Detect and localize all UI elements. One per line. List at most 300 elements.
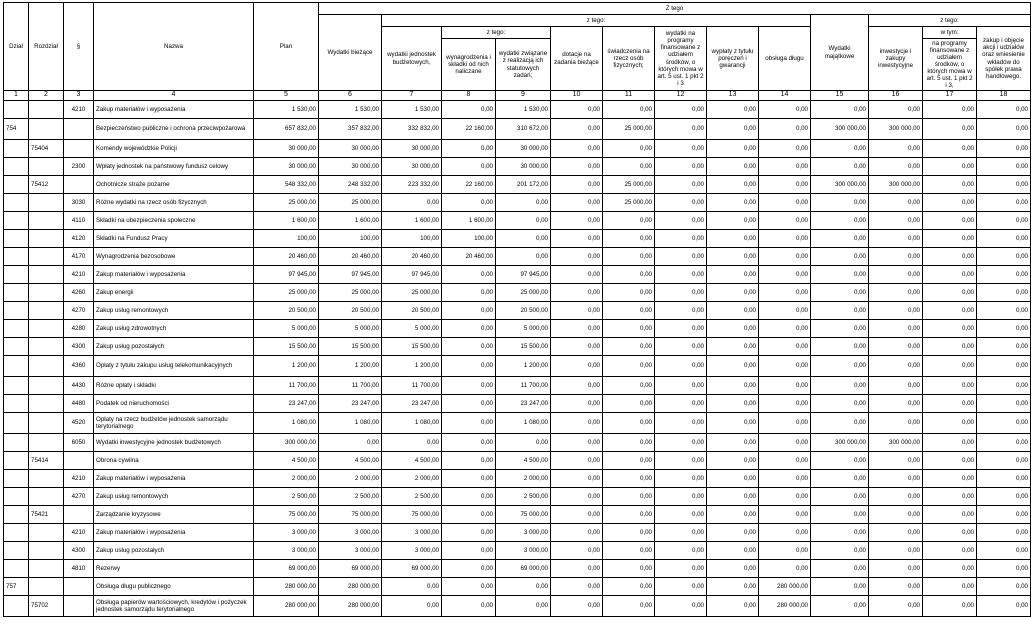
cell-amount: 0,00 xyxy=(707,158,759,176)
cell-amount: 0,00 xyxy=(551,506,603,524)
cell-amount: 69 000,00 xyxy=(382,560,442,578)
cell-amount: 0,00 xyxy=(319,434,382,452)
cell-amount: 0,00 xyxy=(551,101,603,119)
cell-amount: 25 000,00 xyxy=(603,194,655,212)
cell-dzial xyxy=(4,320,29,338)
header-programy-majatkowe: na programy finansowane z udziałem środków, o których mowa w art. 5 ust. 1 pkt 2 i 3, xyxy=(923,39,977,91)
cell-amount: 0,00 xyxy=(603,284,655,302)
cell-amount: 1 200,00 xyxy=(319,356,382,377)
cell-amount: 75 000,00 xyxy=(382,506,442,524)
cell-amount: 0,00 xyxy=(977,506,1031,524)
cell-amount: 1 080,00 xyxy=(319,413,382,434)
cell-dzial xyxy=(4,488,29,506)
header-swiadczenia: świadczenia na rzecz osób fizycznych; xyxy=(603,27,655,91)
cell-amount: 0,00 xyxy=(811,506,869,524)
cell-amount: 15 500,00 xyxy=(254,338,319,356)
cell-amount: 0,00 xyxy=(977,470,1031,488)
budget-table xyxy=(3,2,1031,617)
cell-amount: 0,00 xyxy=(811,284,869,302)
cell-nazwa: Zakup usług remontowych xyxy=(94,488,254,506)
cell-amount: 0,00 xyxy=(977,356,1031,377)
cell-amount: 0,00 xyxy=(869,230,923,248)
cell-dzial xyxy=(4,434,29,452)
cell-amount: 0,00 xyxy=(655,248,707,266)
cell-nazwa: Zakup energii xyxy=(94,284,254,302)
cell-amount: 0,00 xyxy=(759,506,811,524)
cell-amount: 0,00 xyxy=(442,194,496,212)
cell-amount: 0,00 xyxy=(655,470,707,488)
cell-amount: 0,00 xyxy=(759,284,811,302)
cell-amount: 0,00 xyxy=(551,320,603,338)
cell-amount: 5 000,00 xyxy=(382,320,442,338)
cell-dzial xyxy=(4,524,29,542)
table-row xyxy=(4,158,1031,176)
cell-amount: 0,00 xyxy=(603,320,655,338)
cell-amount: 0,00 xyxy=(655,338,707,356)
cell-amount: 1 080,00 xyxy=(496,413,551,434)
cell-rozdzial xyxy=(29,284,64,302)
cell-amount: 0,00 xyxy=(977,194,1031,212)
cell-amount: 0,00 xyxy=(869,452,923,470)
cell-amount: 0,00 xyxy=(759,230,811,248)
cell-amount: 0,00 xyxy=(655,596,707,617)
column-number: 4 xyxy=(94,91,254,101)
cell-amount: 0,00 xyxy=(977,266,1031,284)
cell-amount: 0,00 xyxy=(707,506,759,524)
cell-dzial: 754 xyxy=(4,119,29,140)
cell-amount: 0,00 xyxy=(496,194,551,212)
cell-amount: 548 332,00 xyxy=(254,176,319,194)
column-number: 5 xyxy=(254,91,319,101)
cell-paragraf xyxy=(64,596,94,617)
table-row xyxy=(4,302,1031,320)
cell-amount: 0,00 xyxy=(977,560,1031,578)
cell-amount: 0,00 xyxy=(811,140,869,158)
cell-amount: 0,00 xyxy=(707,320,759,338)
cell-amount: 0,00 xyxy=(707,452,759,470)
table-row xyxy=(4,578,1031,596)
cell-amount: 0,00 xyxy=(977,230,1031,248)
cell-paragraf: 4210 xyxy=(64,470,94,488)
cell-amount: 0,00 xyxy=(655,356,707,377)
cell-amount: 0,00 xyxy=(977,119,1031,140)
cell-amount: 0,00 xyxy=(977,101,1031,119)
cell-amount: 0,00 xyxy=(811,452,869,470)
cell-amount: 0,00 xyxy=(869,524,923,542)
cell-nazwa: Opłaty z tytułu zakupu usług telekomunikacyjnych xyxy=(94,356,254,377)
cell-amount: 0,00 xyxy=(977,542,1031,560)
cell-amount: 357 832,00 xyxy=(319,119,382,140)
cell-amount: 0,00 xyxy=(869,158,923,176)
cell-amount: 2 000,00 xyxy=(319,470,382,488)
cell-paragraf: 2300 xyxy=(64,158,94,176)
cell-nazwa: Obsługa papierów wartościowych, kredytów i pożyczek jednostek samorządu terytorialnego xyxy=(94,596,254,617)
cell-rozdzial: 75702 xyxy=(29,596,64,617)
cell-rozdzial xyxy=(29,338,64,356)
cell-rozdzial xyxy=(29,560,64,578)
table-row xyxy=(4,248,1031,266)
cell-paragraf xyxy=(64,119,94,140)
cell-amount: 0,00 xyxy=(811,560,869,578)
header-poreczenia: wypłaty z tytułu poręczeń i gwarancji xyxy=(707,27,759,91)
cell-amount: 0,00 xyxy=(869,356,923,377)
cell-amount: 0,00 xyxy=(869,338,923,356)
table-row xyxy=(4,356,1031,377)
table-row xyxy=(4,194,1031,212)
cell-amount: 0,00 xyxy=(496,434,551,452)
cell-amount: 0,00 xyxy=(551,230,603,248)
cell-amount: 0,00 xyxy=(496,578,551,596)
cell-amount: 3 000,00 xyxy=(496,524,551,542)
cell-amount: 23 247,00 xyxy=(496,395,551,413)
cell-amount: 0,00 xyxy=(603,578,655,596)
cell-amount: 300 000,00 xyxy=(811,434,869,452)
cell-amount: 0,00 xyxy=(923,596,977,617)
cell-amount: 0,00 xyxy=(923,101,977,119)
cell-amount: 0,00 xyxy=(551,356,603,377)
cell-amount: 0,00 xyxy=(869,506,923,524)
cell-amount: 332 832,00 xyxy=(382,119,442,140)
cell-amount: 20 500,00 xyxy=(319,302,382,320)
table-row xyxy=(4,320,1031,338)
cell-amount: 11 700,00 xyxy=(382,377,442,395)
cell-amount: 30 000,00 xyxy=(319,158,382,176)
cell-amount: 0,00 xyxy=(759,560,811,578)
cell-amount: 0,00 xyxy=(977,140,1031,158)
cell-rozdzial xyxy=(29,524,64,542)
cell-paragraf: 4210 xyxy=(64,101,94,119)
cell-amount: 0,00 xyxy=(811,377,869,395)
cell-rozdzial xyxy=(29,470,64,488)
cell-paragraf xyxy=(64,176,94,194)
header-zadania-statutowe: wydatki związane z realizacją ich statutowych zadań; xyxy=(496,39,551,91)
cell-amount: 0,00 xyxy=(442,356,496,377)
cell-amount: 0,00 xyxy=(655,176,707,194)
cell-dzial xyxy=(4,248,29,266)
cell-dzial xyxy=(4,506,29,524)
cell-dzial xyxy=(4,230,29,248)
cell-amount: 0,00 xyxy=(977,212,1031,230)
cell-amount: 0,00 xyxy=(603,101,655,119)
cell-amount: 0,00 xyxy=(811,596,869,617)
table-row xyxy=(4,413,1031,434)
cell-amount: 0,00 xyxy=(603,395,655,413)
cell-amount: 0,00 xyxy=(759,212,811,230)
cell-nazwa: Wpłaty jednostek na państwowy fundusz celowy xyxy=(94,158,254,176)
cell-amount: 0,00 xyxy=(869,560,923,578)
column-number: 12 xyxy=(655,91,707,101)
cell-rozdzial xyxy=(29,119,64,140)
cell-amount: 0,00 xyxy=(603,596,655,617)
cell-amount: 2 000,00 xyxy=(496,470,551,488)
cell-dzial xyxy=(4,377,29,395)
cell-amount: 0,00 xyxy=(655,119,707,140)
cell-amount: 0,00 xyxy=(869,542,923,560)
cell-amount: 4 500,00 xyxy=(254,452,319,470)
header-akcje: zakup i objęcie akcji i udziałów oraz wniesienie wkładów do spółek prawa handlowego. xyxy=(977,27,1031,91)
cell-dzial xyxy=(4,140,29,158)
cell-amount: 0,00 xyxy=(496,248,551,266)
cell-amount: 0,00 xyxy=(442,452,496,470)
cell-amount: 1 530,00 xyxy=(382,101,442,119)
header-nazwa: Nazwa xyxy=(94,3,254,91)
cell-amount: 0,00 xyxy=(551,395,603,413)
header-wydatki-majatkowe: Wydatki majątkowe xyxy=(811,15,869,91)
cell-amount: 0,00 xyxy=(707,140,759,158)
cell-amount: 4 500,00 xyxy=(319,452,382,470)
cell-amount: 5 000,00 xyxy=(319,320,382,338)
cell-amount: 0,00 xyxy=(759,377,811,395)
cell-amount: 0,00 xyxy=(923,230,977,248)
cell-amount: 0,00 xyxy=(977,248,1031,266)
cell-amount: 0,00 xyxy=(759,194,811,212)
cell-amount: 0,00 xyxy=(551,596,603,617)
cell-amount: 280 000,00 xyxy=(759,578,811,596)
table-row xyxy=(4,230,1031,248)
cell-amount: 69 000,00 xyxy=(496,560,551,578)
cell-amount: 0,00 xyxy=(603,302,655,320)
cell-amount: 0,00 xyxy=(811,395,869,413)
cell-amount: 0,00 xyxy=(603,452,655,470)
cell-amount: 0,00 xyxy=(603,212,655,230)
cell-amount: 0,00 xyxy=(759,119,811,140)
cell-amount: 1 530,00 xyxy=(254,101,319,119)
header-rozdzial: Rozdział xyxy=(29,3,64,91)
cell-amount: 0,00 xyxy=(603,248,655,266)
cell-amount: 0,00 xyxy=(923,560,977,578)
cell-amount: 310 672,00 xyxy=(496,119,551,140)
header-obsluga-dlugu: obsługa długu xyxy=(759,27,811,91)
cell-amount: 0,00 xyxy=(707,470,759,488)
cell-amount: 0,00 xyxy=(655,194,707,212)
cell-amount: 0,00 xyxy=(382,596,442,617)
cell-amount: 11 700,00 xyxy=(496,377,551,395)
cell-amount: 0,00 xyxy=(811,320,869,338)
cell-amount: 0,00 xyxy=(707,395,759,413)
cell-amount: 0,00 xyxy=(603,434,655,452)
cell-amount: 25 000,00 xyxy=(254,284,319,302)
cell-amount: 0,00 xyxy=(759,338,811,356)
cell-amount: 0,00 xyxy=(977,596,1031,617)
cell-amount: 0,00 xyxy=(977,377,1031,395)
cell-amount: 75 000,00 xyxy=(496,506,551,524)
cell-amount: 0,00 xyxy=(869,488,923,506)
header-wydatki-biezace: Wydatki bieżące xyxy=(319,15,382,91)
header-z-tego-majatkowe: z tego: xyxy=(869,15,1031,27)
cell-amount: 1 080,00 xyxy=(382,413,442,434)
cell-amount: 0,00 xyxy=(655,230,707,248)
cell-amount: 0,00 xyxy=(869,248,923,266)
cell-amount: 248 332,00 xyxy=(319,176,382,194)
cell-amount: 0,00 xyxy=(551,434,603,452)
cell-amount: 0,00 xyxy=(442,470,496,488)
cell-amount: 3 000,00 xyxy=(254,524,319,542)
cell-amount: 0,00 xyxy=(869,320,923,338)
cell-paragraf: 4280 xyxy=(64,320,94,338)
cell-nazwa: Składki na Fundusz Pracy xyxy=(94,230,254,248)
cell-amount: 0,00 xyxy=(655,302,707,320)
cell-amount: 0,00 xyxy=(707,302,759,320)
cell-amount: 0,00 xyxy=(759,542,811,560)
cell-amount: 0,00 xyxy=(551,470,603,488)
cell-amount: 0,00 xyxy=(551,140,603,158)
cell-amount: 0,00 xyxy=(442,140,496,158)
cell-dzial xyxy=(4,212,29,230)
cell-amount: 0,00 xyxy=(551,302,603,320)
cell-amount: 0,00 xyxy=(869,266,923,284)
cell-amount: 0,00 xyxy=(655,140,707,158)
cell-rozdzial: 75404 xyxy=(29,140,64,158)
cell-amount: 23 247,00 xyxy=(382,395,442,413)
cell-amount: 11 700,00 xyxy=(319,377,382,395)
cell-paragraf: 4120 xyxy=(64,230,94,248)
table-row xyxy=(4,176,1031,194)
header-z-tego-jednostek: z tego: xyxy=(442,27,551,39)
cell-amount: 0,00 xyxy=(382,434,442,452)
table-row xyxy=(4,395,1031,413)
cell-amount: 0,00 xyxy=(603,338,655,356)
cell-amount: 0,00 xyxy=(551,413,603,434)
cell-amount: 30 000,00 xyxy=(319,140,382,158)
cell-amount: 0,00 xyxy=(923,302,977,320)
cell-amount: 30 000,00 xyxy=(496,158,551,176)
cell-amount: 0,00 xyxy=(869,194,923,212)
cell-amount: 280 000,00 xyxy=(759,596,811,617)
cell-amount: 22 160,00 xyxy=(442,119,496,140)
cell-amount: 0,00 xyxy=(759,320,811,338)
cell-amount: 1 600,00 xyxy=(382,212,442,230)
cell-amount: 0,00 xyxy=(923,395,977,413)
cell-amount: 75 000,00 xyxy=(319,506,382,524)
cell-amount: 0,00 xyxy=(655,506,707,524)
cell-amount: 0,00 xyxy=(759,413,811,434)
cell-amount: 3 000,00 xyxy=(382,542,442,560)
cell-amount: 0,00 xyxy=(603,158,655,176)
cell-amount: 0,00 xyxy=(811,266,869,284)
table-row xyxy=(4,284,1031,302)
cell-amount: 25 000,00 xyxy=(496,284,551,302)
cell-amount: 0,00 xyxy=(442,578,496,596)
cell-rozdzial xyxy=(29,230,64,248)
header-wydatki-jednostek: wydatki jednostek budżetowych, xyxy=(382,27,442,91)
cell-nazwa: Zakup materiałów i wyposażenia xyxy=(94,524,254,542)
cell-amount: 0,00 xyxy=(603,470,655,488)
cell-amount: 2 000,00 xyxy=(382,470,442,488)
cell-dzial xyxy=(4,158,29,176)
cell-amount: 0,00 xyxy=(869,578,923,596)
cell-amount: 0,00 xyxy=(923,506,977,524)
cell-amount: 300 000,00 xyxy=(869,434,923,452)
cell-rozdzial xyxy=(29,395,64,413)
cell-dzial xyxy=(4,338,29,356)
cell-amount: 0,00 xyxy=(811,470,869,488)
cell-rozdzial xyxy=(29,101,64,119)
cell-amount: 2 500,00 xyxy=(319,488,382,506)
cell-amount: 4 500,00 xyxy=(382,452,442,470)
cell-dzial xyxy=(4,356,29,377)
cell-amount: 0,00 xyxy=(551,284,603,302)
cell-amount: 0,00 xyxy=(923,320,977,338)
cell-amount: 0,00 xyxy=(923,266,977,284)
cell-amount: 0,00 xyxy=(551,176,603,194)
cell-amount: 0,00 xyxy=(759,140,811,158)
cell-amount: 0,00 xyxy=(655,434,707,452)
cell-amount: 0,00 xyxy=(707,101,759,119)
cell-amount: 11 700,00 xyxy=(254,377,319,395)
cell-amount: 0,00 xyxy=(977,320,1031,338)
cell-amount: 0,00 xyxy=(442,524,496,542)
cell-amount: 0,00 xyxy=(551,524,603,542)
cell-amount: 5 000,00 xyxy=(496,320,551,338)
column-number: 8 xyxy=(442,91,496,101)
cell-amount: 0,00 xyxy=(655,542,707,560)
cell-amount: 657 832,00 xyxy=(254,119,319,140)
cell-paragraf: 4360 xyxy=(64,356,94,377)
cell-amount: 280 000,00 xyxy=(254,578,319,596)
cell-amount: 0,00 xyxy=(977,284,1031,302)
cell-paragraf: 4520 xyxy=(64,413,94,434)
cell-amount: 1 530,00 xyxy=(319,101,382,119)
cell-amount: 0,00 xyxy=(442,338,496,356)
cell-dzial xyxy=(4,176,29,194)
cell-amount: 0,00 xyxy=(759,176,811,194)
cell-amount: 97 945,00 xyxy=(319,266,382,284)
header-z-tego-biezace: z tego: xyxy=(382,15,811,27)
table-row xyxy=(4,470,1031,488)
column-number: 18 xyxy=(977,91,1031,101)
cell-nazwa: Podatek od nieruchomości xyxy=(94,395,254,413)
cell-amount: 0,00 xyxy=(551,560,603,578)
cell-amount: 0,00 xyxy=(442,413,496,434)
cell-amount: 15 500,00 xyxy=(319,338,382,356)
column-number: 1 xyxy=(4,91,29,101)
cell-amount: 0,00 xyxy=(551,119,603,140)
cell-amount: 0,00 xyxy=(923,140,977,158)
cell-dzial xyxy=(4,470,29,488)
cell-paragraf xyxy=(64,452,94,470)
cell-amount: 0,00 xyxy=(442,560,496,578)
cell-amount: 0,00 xyxy=(923,212,977,230)
cell-amount: 0,00 xyxy=(759,452,811,470)
cell-amount: 280 000,00 xyxy=(254,596,319,617)
cell-paragraf: 4210 xyxy=(64,524,94,542)
cell-amount: 0,00 xyxy=(869,284,923,302)
table-row xyxy=(4,542,1031,560)
cell-amount: 0,00 xyxy=(655,524,707,542)
cell-dzial xyxy=(4,560,29,578)
cell-dzial xyxy=(4,266,29,284)
cell-amount: 0,00 xyxy=(603,488,655,506)
cell-amount: 97 945,00 xyxy=(496,266,551,284)
column-number-row xyxy=(4,91,1031,101)
cell-amount: 0,00 xyxy=(923,452,977,470)
cell-rozdzial xyxy=(29,266,64,284)
cell-amount: 0,00 xyxy=(603,542,655,560)
cell-amount: 1 530,00 xyxy=(496,101,551,119)
cell-amount: 0,00 xyxy=(655,560,707,578)
cell-amount: 0,00 xyxy=(496,596,551,617)
cell-amount: 0,00 xyxy=(496,212,551,230)
cell-amount: 15 500,00 xyxy=(382,338,442,356)
cell-amount: 0,00 xyxy=(811,578,869,596)
cell-dzial xyxy=(4,596,29,617)
cell-amount: 30 000,00 xyxy=(254,158,319,176)
column-number: 17 xyxy=(923,91,977,101)
header-dotacje: dotacje na zadania bieżące xyxy=(551,27,603,91)
cell-amount: 0,00 xyxy=(923,578,977,596)
cell-amount: 1 600,00 xyxy=(319,212,382,230)
cell-amount: 0,00 xyxy=(759,488,811,506)
